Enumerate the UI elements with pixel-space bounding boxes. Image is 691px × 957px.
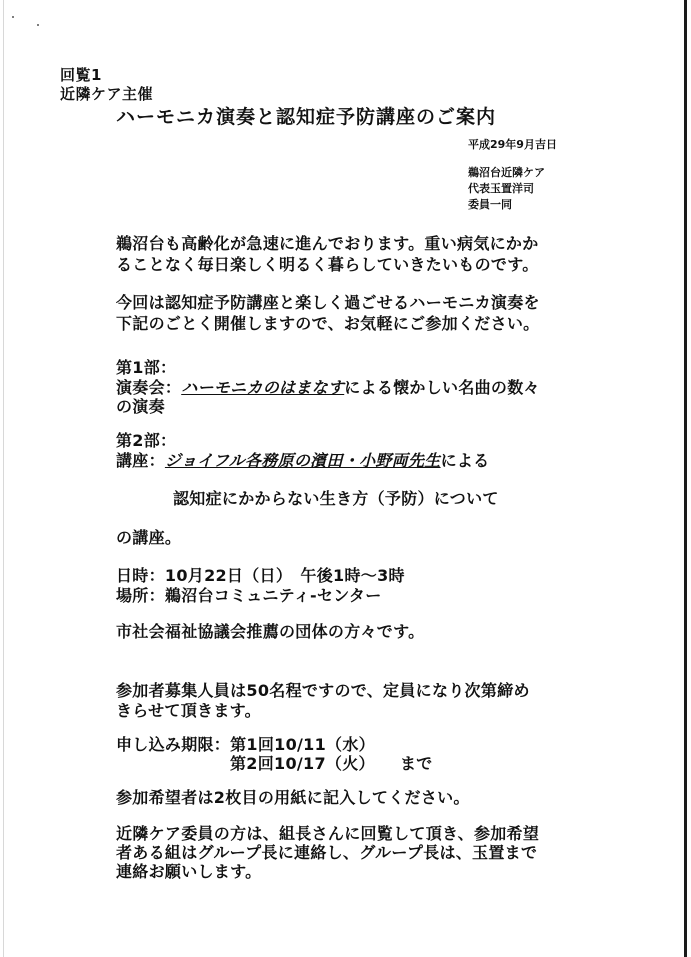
scan-edge-left [3, 0, 4, 957]
scan-speck [37, 24, 39, 26]
deadline-first: 第1回10/11（水） [230, 735, 375, 754]
page-title: ハーモニカ演奏と認知症予防講座のご案内 [116, 106, 497, 128]
instruction-line-3: 連絡お願いします。 [116, 862, 262, 881]
event-datetime: 日時：10月22日（日） 午後1時～3時 [116, 566, 405, 585]
instruction-line-2: 者ある組はグループ長に連絡し、グループ長は、玉置まで [116, 843, 538, 862]
intro-paragraph-1-line-1: 鵜沼台も高齢化が急速に進んでおります。重い病気にかか [116, 234, 539, 253]
deadline-line-1 [116, 735, 375, 754]
part2-suffix: による [440, 451, 490, 470]
part1-heading: 第1部： [116, 358, 177, 377]
part1-label: 演奏会： [116, 378, 182, 397]
deadline-label: 申し込み期限： [116, 735, 231, 754]
part2-line [116, 451, 489, 470]
part2-label: 講座： [116, 451, 165, 470]
sender-committee: 委員一同 [468, 198, 512, 211]
intro-paragraph-2-line-2: 下記のごとく開催しますので、お気軽にご参加ください。 [116, 314, 540, 333]
scan-edge-right [684, 0, 687, 957]
part1-line [116, 378, 540, 397]
part2-heading: 第2部： [116, 431, 177, 450]
event-place: 場所：鵜沼台コミュニティ-センター [116, 586, 382, 605]
sender-org: 鵜沼台近隣ケア [468, 166, 545, 179]
issue-date: 平成29年9月吉日 [468, 138, 557, 151]
sender-representative: 代表玉置洋司 [468, 182, 534, 195]
instruction-line-1: 近隣ケア委員の方は、組長さんに回覧して頂き、参加希望 [116, 824, 540, 843]
part1-line-2: の演奏 [116, 397, 165, 416]
deadline-until: まで [400, 754, 433, 773]
host-label: 近隣ケア主催 [60, 85, 154, 103]
recruitment-line-2: きらせて頂きます。 [116, 701, 261, 720]
part2-lecturer: ジョイフル各務原の濱田・小野両先生 [164, 451, 441, 470]
deadline-second: 第2回10/17（火） [230, 754, 375, 773]
intro-paragraph-2-line-1: 今回は認知症予防講座と楽しく過ごせるハーモニカ演奏を [116, 293, 540, 312]
part1-suffix: による懐かしい名曲の数々 [344, 378, 540, 397]
recruitment-line-1: 参加者募集人員は50名程ですので、定員になり次第締め [116, 681, 530, 700]
instruction-form: 参加希望者は2枚目の用紙に記入してください。 [116, 788, 470, 807]
intro-paragraph-1-line-2: ることなく毎日楽しく明るく暮らしていきたいものです。 [116, 255, 539, 274]
part1-performer: ハーモニカのはまなす [181, 378, 345, 397]
part2-ending: の講座。 [116, 528, 182, 547]
circulation-label: 回覧1 [60, 66, 102, 84]
scan-speck [12, 16, 14, 18]
event-eligibility: 市社会福祉協議会推薦の団体の方々です。 [116, 622, 425, 641]
part2-topic: 認知症にかからない生き方（予防）について [173, 489, 499, 508]
